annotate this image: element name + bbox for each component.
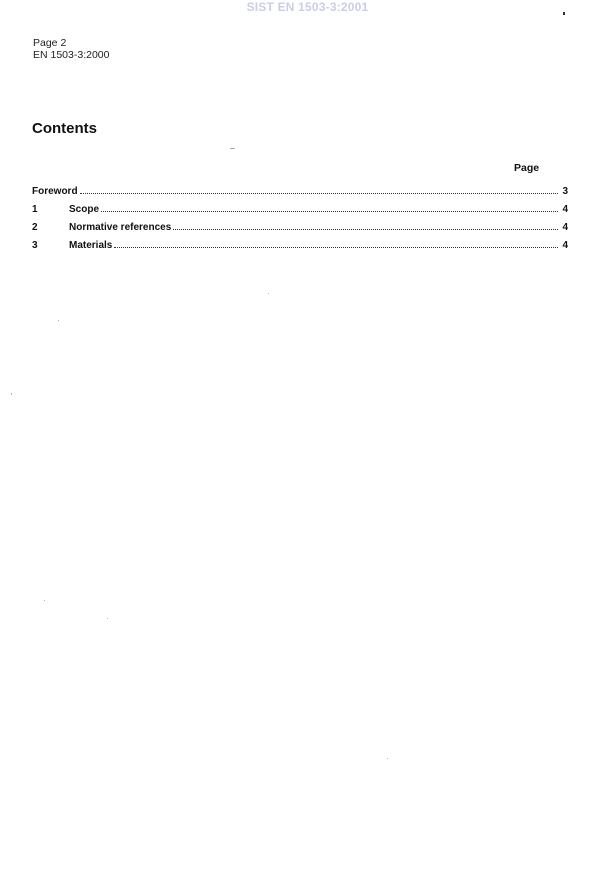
scan-speck bbox=[11, 393, 12, 395]
scan-mark bbox=[563, 12, 565, 15]
toc-dot-leader bbox=[173, 228, 558, 230]
table-of-contents bbox=[32, 179, 568, 251]
toc-dot-leader bbox=[114, 246, 558, 248]
toc-entry-number: 1 bbox=[32, 204, 38, 215]
toc-dot-leader bbox=[80, 192, 558, 194]
contents-heading: Contents bbox=[32, 120, 97, 137]
toc-entry-scope[interactable] bbox=[32, 197, 568, 215]
scan-speck bbox=[58, 320, 59, 321]
toc-entry-page: 4 bbox=[562, 204, 568, 215]
toc-entry-title: Normative references bbox=[69, 222, 172, 233]
toc-entry-normative-references[interactable] bbox=[32, 215, 568, 233]
toc-entry-materials[interactable] bbox=[32, 233, 568, 251]
standard-identifier: EN 1503-3:2000 bbox=[33, 49, 110, 61]
page-number-label: Page 2 bbox=[33, 37, 67, 49]
toc-dot-leader bbox=[101, 210, 558, 212]
toc-entry-title: Foreword bbox=[32, 186, 78, 197]
page-header bbox=[33, 37, 109, 61]
scan-speck bbox=[230, 148, 235, 149]
document-watermark: SIST EN 1503-3:2001 bbox=[246, 0, 369, 14]
toc-entry-number: 3 bbox=[32, 240, 38, 251]
toc-entry-number: 2 bbox=[32, 222, 38, 233]
toc-entry-title: Materials bbox=[69, 240, 113, 251]
scan-speck bbox=[44, 600, 45, 601]
toc-entry-title: Scope bbox=[69, 204, 100, 215]
toc-entry-foreword[interactable] bbox=[32, 179, 568, 197]
toc-entry-page: 4 bbox=[562, 222, 568, 233]
toc-entry-page: 4 bbox=[562, 240, 568, 251]
toc-entry-page: 3 bbox=[562, 186, 568, 197]
scan-speck bbox=[387, 758, 388, 759]
page-column-label: Page bbox=[514, 162, 540, 174]
scan-speck bbox=[107, 618, 108, 619]
scan-speck bbox=[268, 293, 269, 294]
